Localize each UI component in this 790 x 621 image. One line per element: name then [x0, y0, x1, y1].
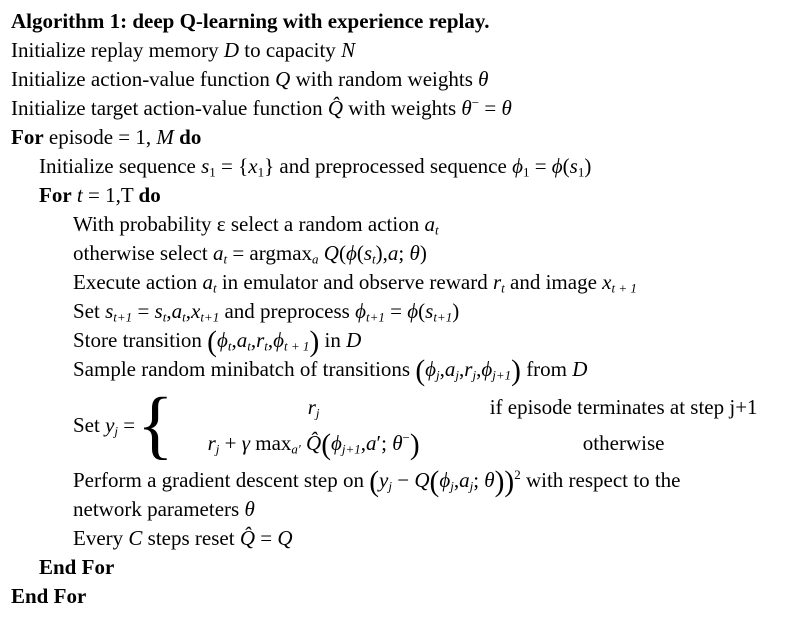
- text-segment: =: [118, 412, 136, 437]
- text-segment: =: [255, 526, 278, 550]
- text-segment: End For: [39, 555, 115, 579]
- algo-line: [11, 495, 784, 524]
- algo-line: [11, 355, 784, 388]
- text-segment: (: [338, 241, 346, 265]
- case-condition: [450, 427, 790, 459]
- text-segment: in: [319, 328, 347, 352]
- text-segment: ϕ: [273, 328, 285, 352]
- text-segment: =: [529, 154, 552, 178]
- text-segment: r: [464, 357, 473, 381]
- text-segment: Initialize replay memory: [11, 38, 224, 62]
- text-segment: Q: [277, 526, 293, 550]
- text-segment: ): [584, 154, 592, 178]
- text-segment: ): [309, 326, 320, 359]
- text-segment: x: [190, 299, 201, 323]
- text-segment: Q: [275, 67, 291, 91]
- text-segment: s: [569, 154, 578, 178]
- text-segment: ϕ: [439, 468, 451, 492]
- text-segment: j+1: [492, 367, 512, 383]
- text-segment: Q̂: [306, 431, 322, 455]
- text-segment: t: [372, 251, 376, 267]
- text-segment: otherwise select: [73, 241, 213, 265]
- text-segment: a: [444, 357, 456, 381]
- text-segment: a: [312, 251, 319, 267]
- text-segment: θ: [478, 67, 489, 91]
- text-segment: t: [223, 251, 228, 267]
- algo-line: [11, 268, 784, 297]
- text-segment: (: [418, 299, 426, 323]
- text-segment: j: [455, 367, 460, 383]
- text-segment: s: [425, 299, 434, 323]
- text-segment: do: [179, 125, 202, 149]
- text-segment: ,: [439, 357, 445, 381]
- text-segment: ): [452, 299, 460, 323]
- cases-brace: {: [137, 383, 174, 467]
- text-segment: r: [256, 328, 265, 352]
- text-segment: episode = 1,: [43, 125, 157, 149]
- text-segment: j: [215, 441, 220, 457]
- text-segment: End For: [11, 584, 87, 608]
- text-segment: For: [39, 183, 72, 207]
- text-segment: ϕ: [481, 357, 493, 381]
- text-segment: N: [341, 38, 356, 62]
- text-segment: steps reset: [142, 526, 240, 550]
- text-segment: ): [504, 466, 515, 499]
- text-segment: s: [105, 299, 114, 323]
- text-segment: −: [402, 430, 410, 446]
- text-segment: r: [207, 431, 216, 455]
- text-segment: ′;: [376, 431, 393, 455]
- text-segment: j: [472, 367, 477, 383]
- text-segment: t: [264, 338, 268, 354]
- text-segment: j: [388, 478, 392, 494]
- text-segment: 1: [257, 164, 265, 180]
- text-segment: r: [307, 395, 316, 419]
- text-segment: Set: [73, 299, 106, 323]
- text-segment: t+1: [433, 309, 453, 325]
- text-segment: (: [356, 241, 364, 265]
- algo-line: [11, 524, 784, 553]
- text-segment: j: [315, 405, 320, 421]
- text-segment: ϕ: [512, 154, 523, 178]
- text-segment: D: [223, 38, 240, 62]
- text-segment: y: [379, 468, 389, 492]
- text-segment: −: [471, 95, 480, 111]
- text-segment: } and preprocessed sequence: [264, 154, 513, 178]
- text-segment: t+1: [365, 309, 385, 325]
- text-segment: t + 1: [284, 338, 310, 354]
- algo-line: [11, 210, 784, 239]
- text-segment: Store transition: [73, 328, 208, 352]
- text-segment: t: [212, 280, 217, 296]
- text-segment: =: [132, 299, 155, 323]
- text-segment: = 1,T: [82, 183, 139, 207]
- text-segment: 1: [577, 164, 585, 180]
- text-segment: Q̂: [239, 526, 255, 550]
- text-segment: −: [392, 468, 415, 492]
- text-segment: ,: [231, 328, 237, 352]
- text-segment: s: [154, 299, 163, 323]
- text-segment: t + 1: [611, 280, 637, 296]
- text-segment: (: [562, 154, 570, 178]
- text-segment: if episode terminates at step j+1: [489, 395, 758, 419]
- text-segment: a′: [291, 441, 301, 457]
- text-segment: a: [202, 270, 213, 294]
- text-segment: a: [171, 299, 183, 323]
- text-segment: a: [366, 431, 377, 455]
- text-segment: Sample random minibatch of transitions: [73, 357, 416, 381]
- text-segment: γ: [241, 431, 250, 455]
- text-segment: t+1: [113, 309, 133, 325]
- text-segment: ϕ: [330, 431, 342, 455]
- algo-line: [11, 36, 784, 65]
- text-segment: ;: [398, 241, 410, 265]
- text-segment: θ: [392, 431, 403, 455]
- text-segment: s: [201, 154, 210, 178]
- text-segment: a: [212, 241, 224, 265]
- text-segment: t: [434, 222, 439, 238]
- text-segment: Q: [414, 468, 430, 492]
- text-segment: a: [459, 468, 470, 492]
- text-segment: j+1: [341, 441, 361, 457]
- text-segment: j: [469, 478, 474, 494]
- algorithm-body: [11, 36, 784, 611]
- text-segment: ,: [267, 328, 274, 352]
- text-segment: with weights: [343, 96, 462, 120]
- text-segment: x: [248, 154, 258, 178]
- text-segment: network parameters: [73, 497, 245, 521]
- text-segment: D: [346, 328, 362, 352]
- text-segment: =: [384, 299, 408, 323]
- text-segment: r: [492, 270, 502, 294]
- text-segment: ,: [250, 328, 257, 352]
- text-segment: ,: [453, 468, 460, 492]
- text-segment: Every: [73, 526, 129, 550]
- case-condition: [450, 391, 790, 423]
- text-segment: (: [369, 466, 380, 499]
- text-segment: ): [409, 429, 420, 462]
- text-segment: j: [436, 367, 440, 383]
- text-segment: t: [76, 183, 83, 207]
- algorithm-title: Algorithm 1: deep Q-learning with experience replay.: [11, 9, 490, 33]
- text-segment: (: [207, 326, 217, 359]
- text-segment: ϕ: [216, 328, 228, 352]
- text-segment: C: [128, 526, 143, 550]
- text-segment: Initialize target action-value function: [11, 96, 328, 120]
- algo-line: [11, 239, 784, 268]
- text-segment: Perform a gradient descent step on: [73, 468, 370, 492]
- algo-line: [11, 466, 784, 499]
- text-segment: 1: [522, 164, 530, 180]
- text-segment: t: [182, 309, 186, 325]
- case-expression: [178, 391, 450, 423]
- text-segment: a: [424, 212, 435, 236]
- text-segment: = argmax: [227, 241, 313, 265]
- algo-line: [11, 326, 784, 359]
- text-segment: M: [156, 125, 174, 149]
- text-segment: t: [227, 338, 232, 354]
- text-segment: ϕ: [551, 154, 563, 178]
- text-segment: t+1: [200, 309, 220, 325]
- text-segment: with respect to the: [520, 468, 681, 492]
- cases-grid: [178, 391, 790, 462]
- cases-prefix: [73, 411, 135, 440]
- text-segment: ): [494, 466, 505, 499]
- text-segment: j: [114, 423, 119, 439]
- algo-line: [11, 181, 784, 210]
- text-segment: ): [419, 241, 427, 265]
- text-segment: from: [520, 357, 573, 381]
- text-segment: With probability ε select a random action: [73, 212, 425, 236]
- text-segment: do: [138, 183, 161, 207]
- text-segment: = {: [215, 154, 249, 178]
- text-segment: θ: [244, 497, 255, 521]
- text-segment: y: [105, 412, 115, 437]
- text-segment: ,: [476, 357, 482, 381]
- text-segment: t: [501, 280, 505, 296]
- text-segment: and image: [504, 270, 603, 294]
- text-segment: ϕ: [407, 299, 419, 323]
- text-segment: +: [219, 431, 242, 455]
- text-segment: ,: [166, 299, 172, 323]
- text-segment: ϕ: [345, 241, 357, 265]
- text-segment: Q: [323, 241, 339, 265]
- text-segment: ,: [185, 299, 191, 323]
- text-segment: =: [479, 96, 502, 120]
- text-segment: otherwise: [582, 431, 665, 455]
- algo-line: [11, 297, 784, 326]
- text-segment: with random weights: [290, 67, 479, 91]
- text-segment: ϕ: [425, 357, 437, 381]
- text-segment: Initialize sequence: [39, 154, 202, 178]
- text-segment: (: [321, 429, 331, 462]
- algo-line: [11, 94, 784, 123]
- text-segment: s: [363, 241, 373, 265]
- text-segment: Set: [73, 412, 106, 437]
- text-segment: Initialize action-value function: [11, 67, 276, 91]
- text-segment: ): [511, 355, 521, 388]
- text-segment: ),: [375, 241, 388, 265]
- text-segment: (: [429, 466, 440, 499]
- text-segment: ,: [459, 357, 465, 381]
- text-segment: (: [415, 355, 426, 388]
- set-y-cases-line: [11, 383, 784, 467]
- text-segment: t: [247, 338, 251, 354]
- text-segment: x: [602, 270, 612, 294]
- text-segment: D: [572, 357, 588, 381]
- case-expression: [178, 427, 450, 462]
- text-segment: θ: [461, 96, 472, 120]
- algo-line: [11, 553, 784, 582]
- text-segment: ;: [473, 468, 485, 492]
- text-segment: to capacity: [239, 38, 342, 62]
- algo-line: [11, 152, 784, 181]
- text-segment: 1: [209, 164, 216, 180]
- text-segment: θ: [501, 96, 512, 120]
- algo-line: [11, 582, 784, 611]
- text-segment: ϕ: [355, 299, 366, 323]
- algo-line: [11, 65, 784, 94]
- algo-line: [11, 123, 784, 152]
- text-segment: a: [387, 241, 399, 265]
- text-segment: θ: [409, 241, 420, 265]
- text-segment: max: [250, 431, 292, 455]
- text-segment: Q̂: [327, 96, 343, 120]
- text-segment: t: [162, 309, 167, 325]
- text-segment: j: [450, 478, 454, 494]
- text-segment: a: [236, 328, 248, 352]
- text-segment: 2: [514, 467, 521, 483]
- text-segment: and preprocess: [219, 299, 356, 323]
- text-segment: in emulator and observe reward: [216, 270, 493, 294]
- text-segment: ,: [360, 431, 367, 455]
- text-segment: θ: [484, 468, 495, 492]
- text-segment: For: [11, 125, 44, 149]
- text-segment: Execute action: [73, 270, 203, 294]
